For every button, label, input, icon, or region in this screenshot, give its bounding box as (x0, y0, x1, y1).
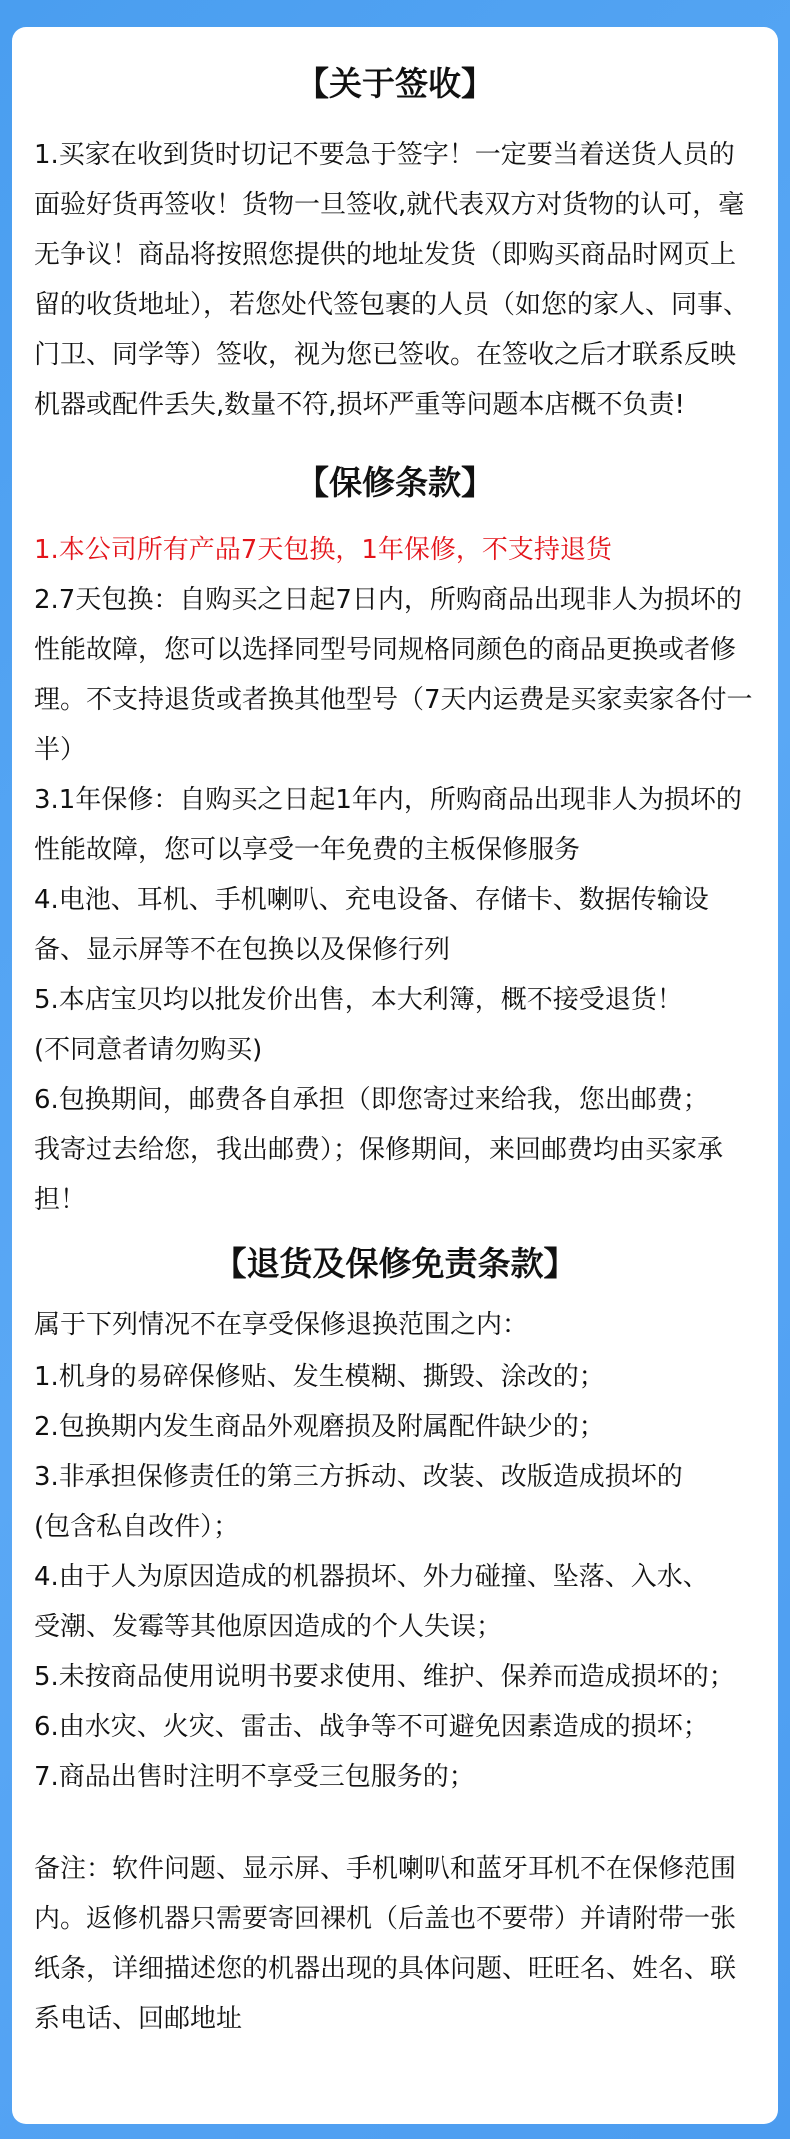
exemption-item: 受潮、发霉等其他原因造成的个人失误； (34, 1612, 503, 1642)
warranty-item: 4.电池、耳机、手机喇叭、充电设备、存储卡、数据传输设备、显示屏等不在包换以及保修行列 (34, 885, 709, 965)
warranty-item: 2.7天包换：自购买之日起7日内，所购商品出现非人为损坏的性能故障，您可以选择同型号同规格同颜色的商品更换或者修理。不支持退货或者换其他型号（7天内运费是买家卖家各付一半） (34, 585, 753, 765)
exemption-intro: 属于下列情况不在享受保修退换范围之内： (34, 1310, 529, 1340)
warranty-item: 3.1年保修：自购买之日起1年内，所购商品出现非人为损坏的性能故障，您可以享受一年免费的主板保修服务 (34, 785, 742, 865)
signing-paragraph: 1.买家在收到货时切记不要急于签字！一定要当着送货人员的面验好货再签收！货物一旦签收,就代表双方对货物的认可，毫无争议！商品将按照您提供的地址发货（即购买商品时网页上留的收货地址），若您处代签包裹的人员（如您的家人、同事、门卫、同学等）签收，视为您已签收。在签收之后才联系反映机器或配件丢失,数量不符,损坏严重等问题本店概不负责! (34, 140, 750, 420)
warranty-highlight: 1.本公司所有产品7天包换，1年保修，不支持退货 (34, 535, 612, 565)
exemption-item: 1.机身的易碎保修贴、发生模糊、撕毁、涂改的； (34, 1362, 605, 1392)
section-title-exemption: 【退货及保修免责条款】 (213, 1244, 577, 1283)
remark-note: 备注：软件问题、显示屏、手机喇叭和蓝牙耳机不在保修范围内。返修机器只需要寄回裸机（后盖也不要带）并请附带一张纸条，详细描述您的机器出现的具体问题、旺旺名、姓名、联系电话、回邮地址 (34, 1854, 737, 2034)
exemption-list (34, 1352, 756, 1802)
exemption-item: 2.包换期内发生商品外观磨损及附属配件缺少的； (34, 1412, 605, 1442)
warranty-item: (不同意者请勿购买) (34, 1035, 263, 1065)
exemption-item: 3.非承担保修责任的第三方拆动、改装、改版造成损坏的 (34, 1462, 683, 1492)
exemption-item: (包含私自改件）； (34, 1512, 240, 1542)
exemption-item: 7.商品出售时注明不享受三包服务的； (34, 1762, 475, 1792)
content-card (12, 27, 778, 2124)
exemption-item: 4.由于人为原因造成的机器损坏、外力碰撞、坠落、入水、 (34, 1562, 709, 1592)
exemption-item: 6.由水灾、火灾、雷击、战争等不可避免因素造成的损坏； (34, 1712, 709, 1742)
warranty-list (34, 525, 756, 1225)
exemption-item: 5.未按商品使用说明书要求使用、维护、保养而造成损坏的； (34, 1662, 735, 1692)
warranty-item: 5.本店宝贝均以批发价出售，本大利簿，概不接受退货！ (34, 985, 683, 1015)
warranty-item: 6.包换期间，邮费各自承担（即您寄过来给我，您出邮费； (34, 1085, 709, 1115)
section-title-warranty: 【保修条款】 (296, 463, 494, 502)
warranty-item: 我寄过去给您，我出邮费）；保修期间，来回邮费均由买家承担！ (34, 1135, 724, 1215)
section-title-signing: 【关于签收】 (296, 64, 494, 103)
